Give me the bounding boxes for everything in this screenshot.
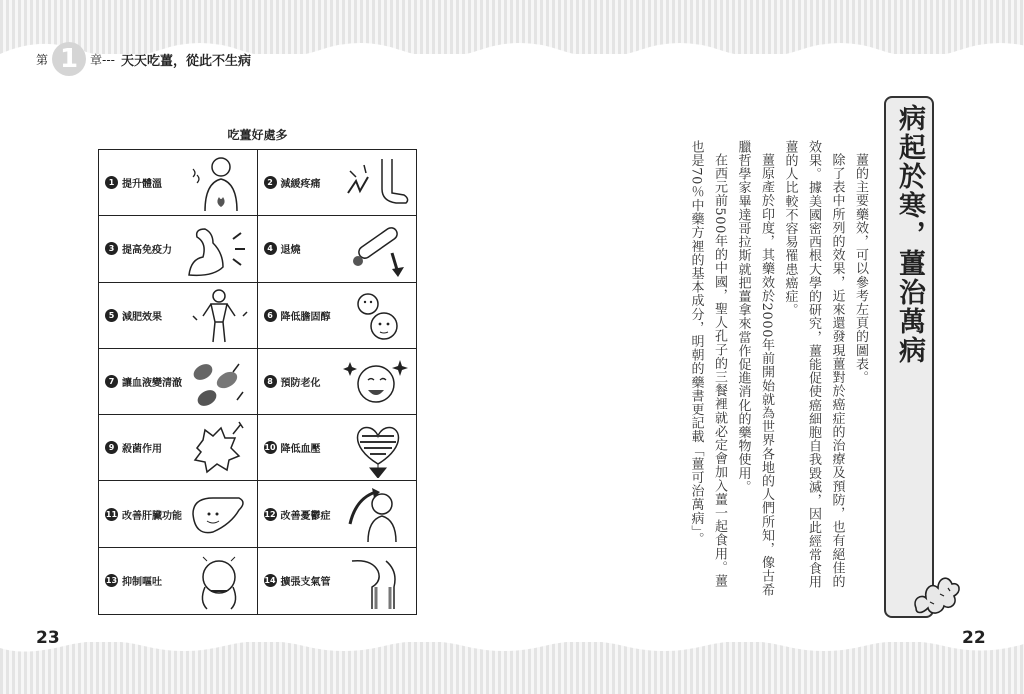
- benefit-cell: [99, 283, 258, 349]
- flexed-arm-icon: [183, 219, 253, 279]
- page-title: 病起於寒，薑治萬病: [894, 104, 925, 365]
- benefit-number: 3: [105, 242, 118, 255]
- benefit-cell: [99, 415, 258, 481]
- benefit-number: 1: [105, 176, 118, 189]
- heart-arrow-icon: [342, 418, 412, 478]
- chapter-title: 天天吃薑，從此不生病: [121, 53, 252, 69]
- chapter-suffix: 章---: [90, 52, 116, 67]
- left-page-number: 23: [36, 628, 60, 648]
- benefit-number: 4: [264, 242, 277, 255]
- benefit-text: 退燒: [280, 245, 301, 257]
- germ-icon: [183, 418, 253, 478]
- benefit-text: 讓血液變清澈: [122, 377, 182, 389]
- benefit-label: [264, 573, 331, 588]
- benefit-cell: [258, 481, 417, 547]
- benefit-label: [264, 175, 321, 190]
- benefit-number: 13: [105, 576, 118, 586]
- benefit-label: [105, 308, 162, 323]
- blood-cells-icon: [183, 352, 253, 412]
- benefit-cell: [258, 283, 417, 349]
- throat-icon: [342, 551, 412, 611]
- benefit-text: 減緩疼痛: [280, 179, 321, 191]
- benefit-cell: [258, 150, 417, 216]
- benefit-label: [264, 241, 301, 256]
- benefit-number: 11: [105, 509, 118, 519]
- paragraph-3: 薑原產於印度，其藥效於2000年前開始就為世界各地的人們所知，像古希臘哲學家畢達哥拉斯就把薑拿來當作促進消化的藥物使用。: [735, 140, 774, 597]
- nauseous-person-icon: [183, 551, 253, 611]
- thermometer-icon: [342, 219, 412, 279]
- chapter-header: [36, 36, 251, 82]
- right-page-number: 22: [962, 628, 986, 648]
- benefit-cell: [258, 548, 417, 614]
- benefit-text: 改善憂鬱症: [280, 510, 331, 522]
- benefits-grid: [98, 149, 417, 615]
- benefit-number: 9: [105, 441, 118, 454]
- liver-icon: [183, 484, 253, 544]
- benefit-number: 12: [264, 509, 276, 519]
- benefit-number: 6: [264, 309, 277, 322]
- benefit-cell: [99, 481, 258, 547]
- benefit-text: 降低血壓: [280, 444, 321, 456]
- benefit-label: [264, 507, 331, 522]
- benefit-number: 2: [264, 176, 277, 189]
- benefit-text: 提升體溫: [122, 179, 162, 191]
- benefit-text: 提高免疫力: [122, 245, 172, 257]
- chapter-number-badge: 1: [52, 42, 86, 76]
- benefit-label: [105, 573, 162, 588]
- benefit-label: [264, 308, 331, 323]
- benefit-cell: [99, 150, 258, 216]
- benefit-text: 抑制嘔吐: [122, 577, 162, 589]
- chapter-prefix: 第: [36, 52, 49, 67]
- benefit-number: 8: [264, 375, 277, 388]
- benefit-number: 7: [105, 375, 118, 388]
- slim-woman-icon: [183, 286, 253, 346]
- paragraph-1: 薑的主要藥效，可以參考左頁的圖表。: [853, 153, 868, 385]
- benefit-text: 預防老化: [280, 377, 321, 389]
- benefit-label: [105, 507, 182, 522]
- ginger-root-icon: [908, 558, 964, 618]
- benefit-label: [105, 241, 172, 256]
- aching-foot-icon: [342, 153, 412, 213]
- benefit-cell: [258, 349, 417, 415]
- benefit-label: [264, 374, 321, 389]
- benefit-text: 殺菌作用: [122, 444, 162, 456]
- benefit-cell: [258, 216, 417, 282]
- happy-person-icon: [342, 484, 412, 544]
- paragraph-4: 在西元前500年的中國，聖人孔子的三餐裡就必定會加入薑一起食用。薑也是70％中藥方裡的基本成分，明朝的藥書更記載「薑可治萬病」。: [688, 140, 727, 588]
- chart-title: 吃薑好處多: [227, 128, 288, 142]
- bottom-wave-edge: [0, 630, 1024, 660]
- benefit-text: 減肥效果: [122, 311, 162, 323]
- benefit-text: 改善肝臟功能: [122, 510, 182, 522]
- benefit-number: 14: [264, 576, 276, 586]
- benefit-cell: [99, 548, 258, 614]
- body-text: [600, 140, 872, 600]
- benefit-text: 擴張支氣管: [280, 577, 331, 589]
- benefit-cell: [99, 216, 258, 282]
- benefit-text: 降低膽固醇: [280, 311, 331, 323]
- person-warming-icon: [183, 153, 253, 213]
- benefit-number: 5: [105, 309, 118, 322]
- paragraph-2: 除了表中所列的效果，近來還發現薑對於癌症的治療及預防，也有絕佳的效果。據美國密西根大學的研究，薑能促使癌細胞自我毀滅，因此經常食用薑的人比較不容易罹患癌症。: [782, 140, 845, 589]
- benefit-label: [105, 175, 162, 190]
- benefit-label: [105, 440, 162, 455]
- benefit-cell: [258, 415, 417, 481]
- benefit-cell: [99, 349, 258, 415]
- benefit-label: [264, 440, 321, 455]
- benefit-number: 10: [264, 443, 276, 453]
- fat-cells-icon: [342, 286, 412, 346]
- benefit-label: [105, 374, 182, 389]
- smiling-elder-icon: [342, 352, 412, 412]
